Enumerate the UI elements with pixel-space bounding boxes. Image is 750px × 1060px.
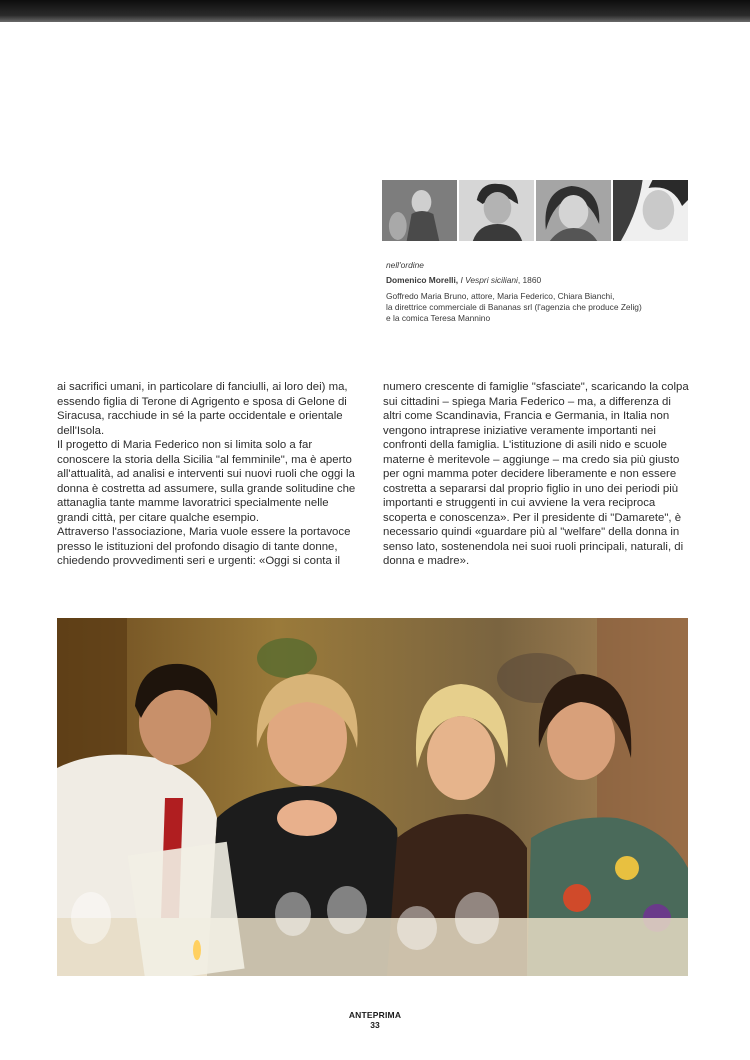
magazine-name: ANTEPRIMA [348, 1010, 402, 1020]
page-top-edge [0, 0, 750, 22]
caption-people-line-1: Goffredo Maria Bruno, attore, Maria Federico, Chiara Bianchi, [386, 291, 615, 301]
caption-people-line-2: la direttrice commerciale di Bananas srl (l'agenzia che produce Zelig) [386, 302, 642, 312]
thumbnail-strip [382, 180, 688, 241]
article-paragraph: ai sacrifici umani, in particolare di fanciulli, ai loro dei) ma, essendo figlia di Terone di Agrigento e sposa di Gelone di Siracusa, racchiude in sé la parte occidentale e orientale dell'Isola. [57, 381, 348, 437]
dinner-group-photo [57, 618, 688, 976]
article-paragraph: Il progetto di Maria Federico non si limita solo a far conoscere la storia della Sicilia "al femminile", ma è aperto all'attualità, ad analisi e interventi sui nuovi ruoli che oggi la donna è costretta ad assumere, sulla grande solitudine che attanaglia tante mamme lavoratrici specialmente nelle grandi città, per citare qualche esempio. [57, 439, 356, 524]
caption-lead: nell'ordine [386, 260, 424, 270]
caption-painting-title: I Vespri siciliani [460, 275, 518, 285]
caption-painting-year: , 1860 [517, 275, 542, 285]
article-paragraph: Attraverso l'associazione, Maria vuole essere la portavoce presso le istituzioni del profondo disagio di tante donne, chiedendo provvedimenti seri e urgenti: «Oggi si conta il [57, 526, 351, 567]
page-footer [0, 1010, 750, 1030]
caption-painting-credit [386, 275, 686, 286]
article-body [57, 380, 689, 569]
thumbnail-maria-federico [536, 180, 611, 241]
caption-painter: Domenico Morelli, [386, 275, 461, 285]
article-column-right [383, 380, 689, 569]
thumbnail-teresa-mannino [613, 180, 688, 241]
thumbnail-goffredo-bruno [459, 180, 534, 241]
article-paragraph: numero crescente di famiglie "sfasciate", scaricando la colpa sui cittadini – spiega Maria Federico – ma, a differenza di altri come Scandinavia, Francia e Germania, in Italia non vengono intraprese iniziative veramente importanti nei confronti della famiglia. L'istituzione di asili nido e scuole materne è meritevole – aggiunge – ma credo sia più giusto per ogni mamma poter decidere liberamente e non essere costretta a separarsi dal proprio figlio in uno dei periodi più importanti e struggenti in cui avviene la vera reciproca scoperta e conoscenza». Per il presidente di "Damarete", è necessario quindi «guardare più al "welfare" della donna in senso lato, sostenendola nei suoi ruoli principali, naturali, di donna e madre». [383, 381, 689, 567]
caption-people-line-3: e la comica Teresa Mannino [386, 313, 491, 323]
thumbnail-vespri-painting [382, 180, 457, 241]
page-number: 33 [370, 1020, 380, 1030]
photo-caption [386, 260, 686, 324]
article-column-left [57, 380, 363, 569]
